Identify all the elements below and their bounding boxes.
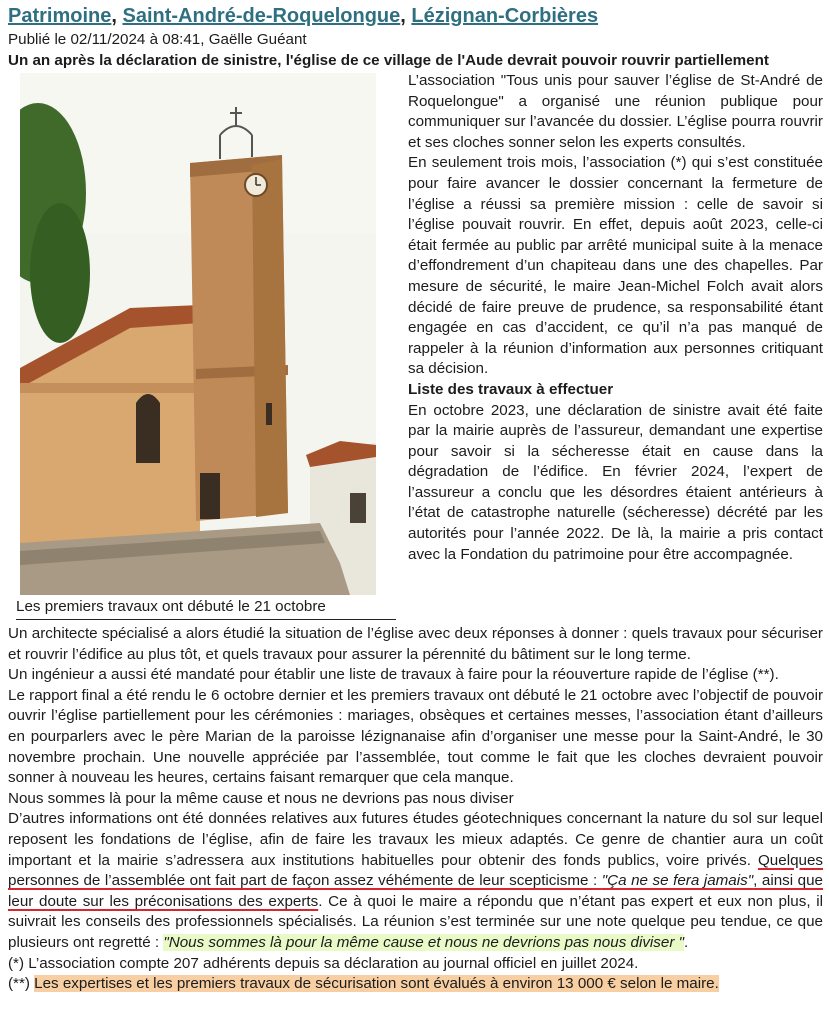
article-paragraph: En seulement trois mois, l’association (*) qui s’est constituée pour faire avancer le dossier concernant la fermeture de l’église a réussi sa première mission : celle de savoir si l’église pouvait rouvrir. En effet, depuis août 2023, celle-ci était fermée au public par arrêté municipal suite à la menace d’effondrement d’un chapiteau dans une des chapelles. Par mesure de sécurité, le maire Jean-Michel Folch avait alors décidé de faire preuve de prudence, sa responsabilité étant engagée en cas d’accident, ce qu’il n’a pas manqué de rappeler à la réunion d’information aux personnes critiquant sa décision.: [408, 154, 823, 378]
breadcrumb-link-saint-andre[interactable]: Saint-André-de-Roquelongue: [122, 5, 401, 27]
article-paragraph: Le rapport final a été rendu le 6 octobre dernier et les premiers travaux ont débuté le 21 octobre avec l’objectif de pouvoir ouvrir l’église partiellement pour les cérémonies : mariages, obsèques et certaines messes, l’association étant d’ailleurs en pourparlers avec le père Marian de la paroisse lézignanaise afin d’organiser une messe pour la Saint-André, le 30 novembre prochain. Une nouvelle appréciée par l’assemblée, tout comme le fait que les cloches devraient pouvoir sonner à nouveau les heures, certains faisant remarquer que cela manque.: [8, 686, 823, 787]
section-subhead: Liste des travaux à effectuer: [408, 380, 614, 398]
church-tower-photo: [20, 73, 376, 595]
article-paragraph: Un ingénieur a aussi été mandaté pour établir une liste de travaux à faire pour la réouverture rapide de l’église (**).: [8, 666, 779, 684]
breadcrumb-separator: ,: [400, 5, 412, 27]
article-figure: [16, 73, 396, 620]
footnote-2: [8, 974, 823, 995]
highlight-orange: Les expertises et les premiers travaux de sécurisation sont évalués à environ 13 000 € selon le maire.: [34, 975, 719, 993]
section-subhead-quote: Nous sommes là pour la même cause et nous ne devrions pas nous diviser: [8, 789, 514, 807]
breadcrumb: [8, 2, 823, 30]
footnote-marker: (**): [8, 975, 35, 993]
article-page: [8, 0, 823, 995]
byline: Publié le 02/11/2024 à 08:41, Gaëlle Guéant: [8, 31, 307, 48]
highlight-green-quote: "Nous sommes là pour la même cause et nous ne devrions pas nous diviser ": [163, 933, 685, 951]
article-paragraph: En octobre 2023, une déclaration de sinistre avait été faite par la mairie auprès de l’assureur, demandant une expertise pour savoir si la sécheresse était en cause dans la dégradation de l’édifice. En février 2024, l’expert de l’assureur a conclu que les désordres étaient antérieurs à l’état de catastrophe naturelle (sécheresse) décrété par les autorités pour l’année 2022. De là, la mairie a pris contact avec la Fondation du patrimoine pour être accompagnée.: [408, 401, 823, 563]
figure-caption: Les premiers travaux ont débuté le 21 octobre: [16, 598, 326, 615]
breadcrumb-link-lezignan[interactable]: Lézignan-Corbières: [411, 5, 599, 27]
article-paragraph: Un architecte spécialisé a alors étudié la situation de l’église avec deux réponses à donner : quels travaux pour sécuriser et rouvrir l’édifice au plus tôt, et quels travaux pour assurer la pérennité du bâtiment sur le long terme.: [8, 625, 823, 663]
breadcrumb-link-patrimoine[interactable]: Patrimoine: [8, 5, 112, 27]
headline: Un an après la déclaration de sinistre, l'église de ce village de l'Aude devrait pouvoir rouvrir partiellement: [8, 52, 769, 69]
highlight-red-underline: , ainsi que leur doute sur les préconisations des experts: [8, 872, 824, 910]
article-paragraph: [8, 809, 823, 953]
paragraph-text: D’autres informations ont été données relatives aux futures études géotechniques concernant la nature du sol sur lequel reposent les fondations de l’église, afin de faire les travaux les mieux adaptés. Ce genre de chantier aura un coût important et la mairie s’adressera aux institutions habituelles pour obtenir des fonds publics, voire privés.: [8, 810, 823, 869]
paragraph-text: .: [684, 933, 689, 951]
highlight-red-underline: Quelques personnes de l’assemblée ont fait part de façon assez véhémente de leur scepticisme :: [8, 851, 823, 890]
breadcrumb-separator: ,: [111, 5, 123, 27]
article-paragraph: L’association "Tous unis pour sauver l’église de St-André de Roquelongue" a organisé une réunion publique pour communiquer sur l’avancée du dossier. L’église pourra rouvrir et ses cloches sonner selon les experts consultés.: [408, 72, 823, 151]
footnote-1: (*) L’association compte 207 adhérents depuis sa déclaration au journal officiel en juillet 2024.: [8, 954, 639, 972]
highlight-red-underline-quote: "Ça ne se fera jamais": [601, 872, 754, 890]
paragraph-text: . Ce à quoi le maire a répondu que n’étant pas expert et eux non plus, il suivrait les conseils des professionnels spécialisés. La réunion s’est terminée sur une note quelque peu tendue, ce que plusieurs ont regretté :: [8, 892, 823, 951]
